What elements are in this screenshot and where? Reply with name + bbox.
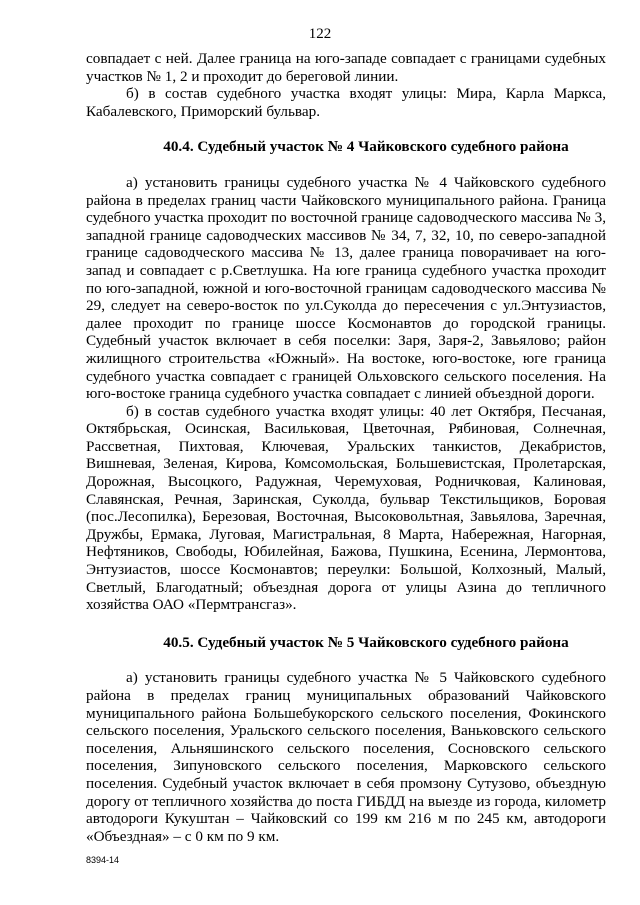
- document-body: [86, 50, 606, 845]
- page-number: 122: [308, 26, 332, 42]
- paragraph-intro-b: б) в состав судебного участка входят улицы: Мира, Карла Маркса, Кабалевского, Приморский бульвар.: [86, 85, 606, 120]
- document-code: 8394-14: [86, 855, 120, 865]
- paragraph-40-4-b: б) в состав судебного участка входят улицы: 40 лет Октября, Песчаная, Октябрьская, Осинская, Васильковая, Цветочная, Рябиновая, Солнечная, Рассветная, Пихтовая, Ключевая, Уральских танкистов, Декабристов, Вишневая, Зеленая, Кирова, Комсомольская, Большевистская, Пролетарская, Дорожная, Высоцкого, Радужная, Черемуховая, Родничковая, Калиновая, Славянская, Речная, Заринская, Суколда, бульвар Текстильщиков, Боровая (пос.Лесопилка), Березовая, Восточная, Высоковольтная, Завьялова, Заречная, Дружбы, Ермака, Луговая, Магистральная, 8 Марта, Набережная, Нагорная, Нефтяников, Свободы, Юбилейная, Бажова, Пушкина, Есенина, Лермонтова, Энтузиастов, шоссе Космонавтов; переулки: Большой, Колхозный, Малый, Светлый, Благодатный; объездная дорога от улицы Азина до тепличного хозяйства ОАО «Пермтрансгаз».: [86, 402, 606, 614]
- paragraph-40-5-a: а) установить границы судебного участка № 5 Чайковского судебного района в пределах границ муниципальных образований Чайковского муниципального района Большебукорского сельского поселения, Фокинского сельского поселения, Уральского сельского поселения, Ваньковского сельского поселения, Альняшинского сельского поселения, Сосновского сельского поселения, Зипуновского сельского поселения, Марковского сельского поселения. Судебный участок включает в себя промзону Сутузово, объездную дорогу от тепличного хозяйства до поста ГИБДД на выезде из города, километр автодороги Кукуштан – Чайковский со 199 км 216 м по 245 км, автодороги «Объездная» – с 0 км по 9 км.: [86, 669, 606, 845]
- paragraph-intro-continued: совпадает с ней. Далее граница на юго-западе совпадает с границами судебных участков № 1, 2 и проходит до береговой линии.: [86, 50, 606, 85]
- section-heading-40-4: 40.4. Судебный участок № 4 Чайковского судебного района: [163, 138, 569, 156]
- section-heading-40-5: 40.5. Судебный участок № 5 Чайковского судебного района: [163, 633, 569, 651]
- paragraph-40-4-a: а) установить границы судебного участка № 4 Чайковского судебного района в пределах границ части Чайковского муниципального района. Граница судебного участка проходит по восточной границе садоводческого массива № 3, западной границе садоводческих массивов № 34, 7, 32, 10, по северо-западной границе садоводческого массива № 13, далее граница поворачивает на юго-запад и совпадает с р.Светлушка. На юге граница судебного участка проходит по юго-западной, южной и юго-восточной границам садоводческого массива № 29, следует на северо-восток по ул.Суколда до пересечения с ул.Энтузиастов, далее проходит по границе шоссе Космонавтов до городской границы. Судебный участок включает в себя поселки: Заря, Заря-2, Завьялово; район жилищного строительства «Южный». На востоке, юго-востоке, юге граница судебного участка совпадает с границей Ольховского сельского поселения. На юго-востоке граница судебного участка совпадает с линией объездной дороги.: [86, 173, 606, 403]
